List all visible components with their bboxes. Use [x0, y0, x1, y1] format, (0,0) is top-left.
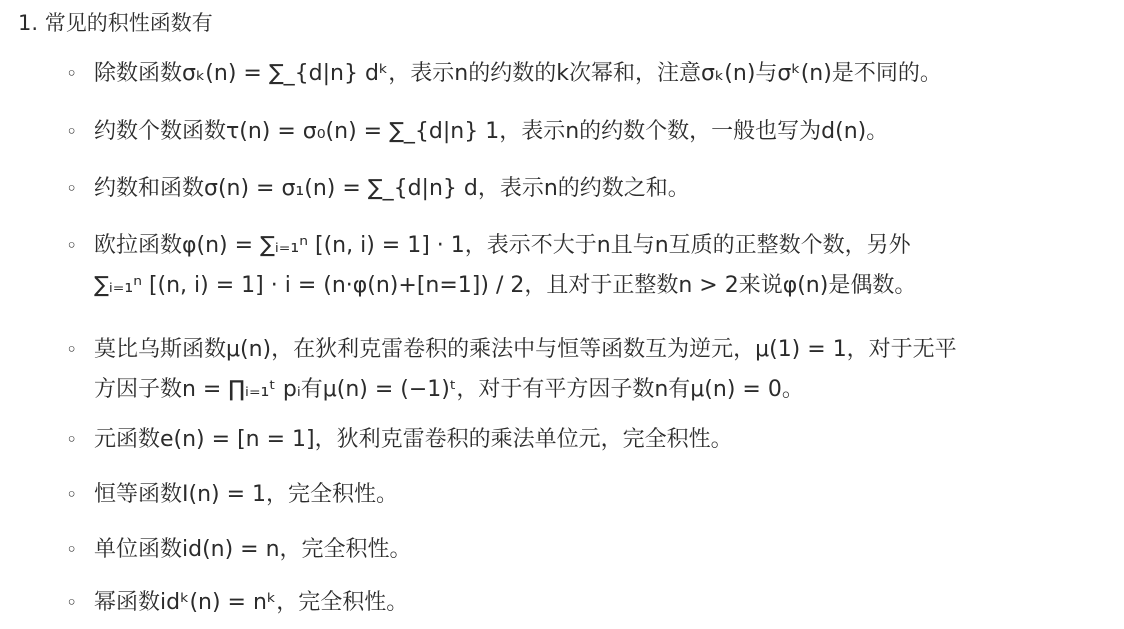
bullet-icon: ◦: [66, 339, 78, 361]
list-item-divisor-sum-function: [66, 169, 1106, 209]
list-item-divisor-count-function: [66, 112, 1106, 152]
bullet-icon: ◦: [66, 539, 78, 561]
list-item-text: 欧拉函数φ(n) = ∑ᵢ₌₁ⁿ [(n, i) = 1] · 1，表示不大于n且与n互质的正整数个数，另外: [94, 233, 911, 258]
list-item-euler-function: [66, 226, 1106, 306]
list-item-divisor-function: [66, 54, 1106, 94]
list-item-text: 莫比乌斯函数μ(n)，在狄利克雷卷积的乘法中与恒等函数互为逆元，μ(1) = 1，对于无平: [94, 337, 957, 362]
bullet-icon: ◦: [66, 178, 78, 200]
list-item-text: 幂函数idᵏ(n) = nᵏ，完全积性。: [94, 590, 409, 615]
list-item-identity-function: [66, 530, 1106, 570]
list-item-text-continued: ∑ᵢ₌₁ⁿ [(n, i) = 1] · i = (n·φ(n)+[n=1]) / 2，且对于正整数n > 2来说φ(n)是偶数。: [94, 273, 917, 298]
list-heading: 1. 常见的积性函数有: [18, 11, 213, 35]
list-item-text: 恒等函数I(n) = 1，完全积性。: [94, 482, 399, 507]
list-item-text: 除数函数σₖ(n) = ∑_{d|n} dᵏ，表示n的约数的k次幂和，注意σₖ(n)与σᵏ(n)是不同的。: [94, 61, 942, 86]
list-item-mobius-function: [66, 330, 1106, 410]
list-item-text: 约数和函数σ(n) = σ₁(n) = ∑_{d|n} d，表示n的约数之和。: [94, 176, 690, 201]
list-item-constant-function: [66, 475, 1106, 515]
list-item-unit-element-function: [66, 420, 1106, 460]
bullet-icon: ◦: [66, 63, 78, 85]
bullet-icon: ◦: [66, 484, 78, 506]
list-item-text: 元函数e(n) = [n = 1]，狄利克雷卷积的乘法单位元，完全积性。: [94, 427, 733, 452]
bullet-icon: ◦: [66, 429, 78, 451]
bullet-icon: ◦: [66, 121, 78, 143]
bullet-icon: ◦: [66, 592, 78, 614]
list-item-text-continued: 方因子数n = ∏ᵢ₌₁ᵗ pᵢ有μ(n) = (−1)ᵗ，对于有平方因子数n有μ(n) = 0。: [94, 377, 804, 402]
list-item-text: 约数个数函数τ(n) = σ₀(n) = ∑_{d|n} 1，表示n的约数个数，一般也写为d(n)。: [94, 119, 889, 144]
bullet-icon: ◦: [66, 235, 78, 257]
list-item-power-function: [66, 583, 1106, 623]
list-item-text: 单位函数id(n) = n，完全积性。: [94, 537, 412, 562]
